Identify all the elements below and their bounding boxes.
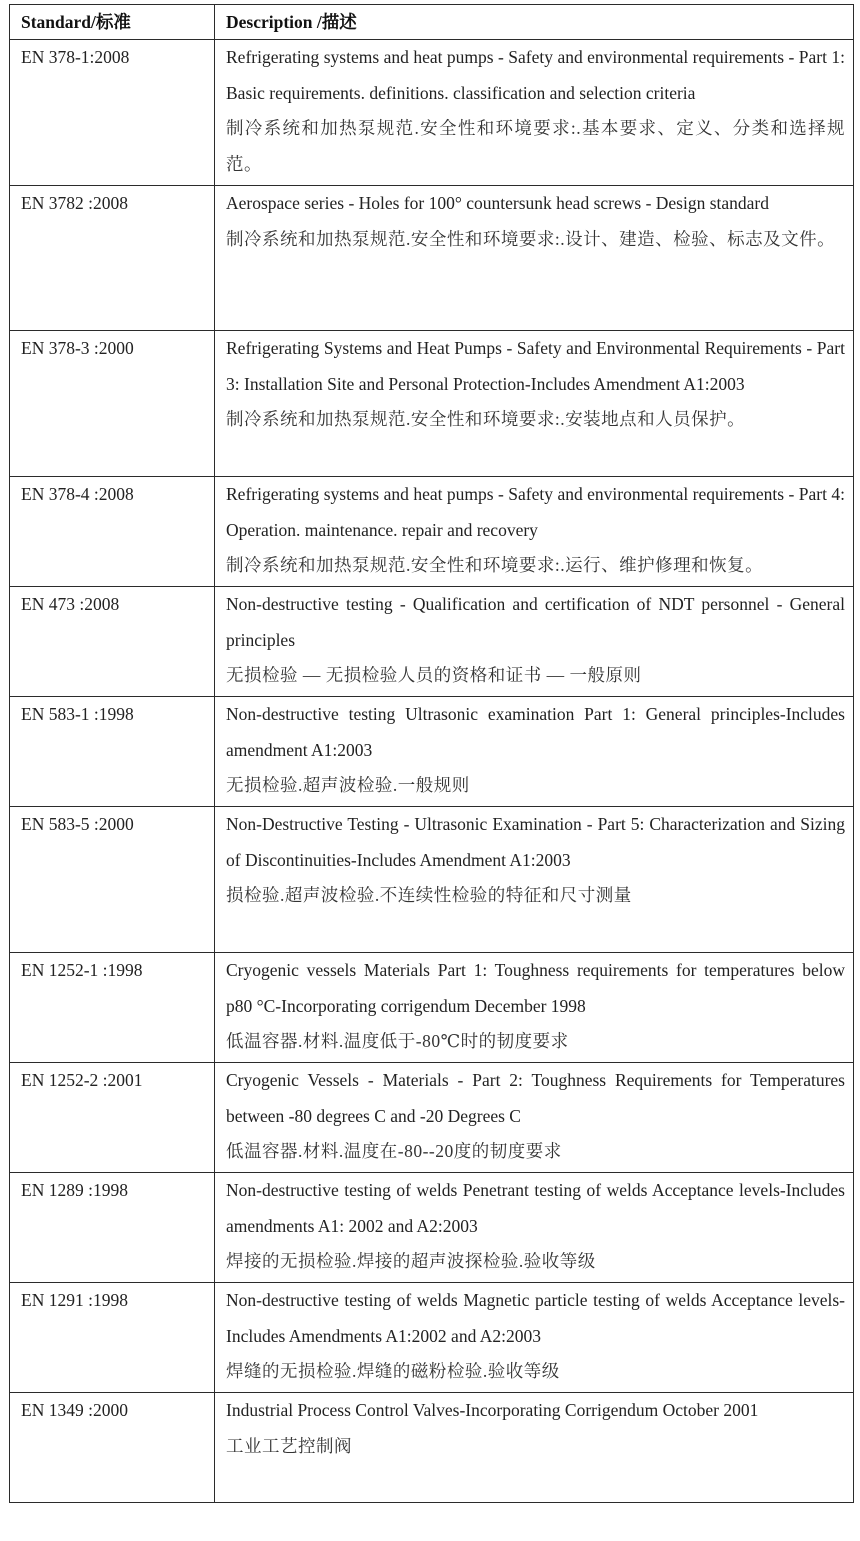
description-cell [215,331,854,477]
standard-code-cell [10,697,215,807]
column-header-standard: Standard/标准 [10,5,215,40]
description-cell [215,1283,854,1393]
standard-code: EN 378-4 :2008 [21,484,134,504]
standard-code: EN 1291 :1998 [21,1290,128,1310]
description-cell [215,186,854,331]
description-cell [215,40,854,186]
standard-code: EN 1252-2 :2001 [21,1070,143,1090]
standard-code: EN 583-5 :2000 [21,814,134,834]
description-chinese: 低温容器.材料.温度低于-80℃时的韧度要求 [226,1031,569,1051]
description-cell [215,953,854,1063]
description-english: Cryogenic Vessels - Materials - Part 2: Toughness Requirements for Temperatures between -80 degrees C and -20 Degrees C [226,1070,845,1126]
standard-code: EN 3782 :2008 [21,193,128,213]
table-row [10,477,854,587]
description-chinese: 损检验.超声波检验.不连续性检验的特征和尺寸测量 [226,885,632,905]
description-english: Refrigerating Systems and Heat Pumps - Safety and Environmental Requirements - Part 3: Installation Site and Personal Protection-Includes Amendment A1:2003 [226,338,845,394]
description-cell [215,807,854,953]
table-row [10,697,854,807]
standard-code: EN 378-1:2008 [21,47,130,67]
description-chinese: 制冷系统和加热泵规范.安全性和环境要求:.基本要求、定义、分类和选择规范。 [226,118,845,174]
standard-code-cell [10,331,215,477]
standard-code: EN 473 :2008 [21,594,120,614]
description-chinese: 工业工艺控制阀 [226,1435,352,1456]
description-english: Industrial Process Control Valves-Incorporating Corrigendum October 2001 [226,1400,759,1420]
standard-code-cell [10,953,215,1063]
table-row [10,1393,854,1503]
description-english: Non-destructive testing of welds Penetrant testing of welds Acceptance levels-Includes amendments A1: 2002 and A2:2003 [226,1180,845,1236]
description-chinese: 制冷系统和加热泵规范.安全性和环境要求:.运行、维护修理和恢复。 [226,555,764,575]
description-chinese: 无损检验.超声波检验.一般规则 [226,775,470,795]
description-english: Non-Destructive Testing - Ultrasonic Examination - Part 5: Characterization and Sizing of Discontinuities-Includes Amendment A1:2003 [226,814,845,870]
standard-code-cell [10,587,215,697]
table-row [10,1063,854,1173]
description-chinese: 焊缝的无损检验.焊缝的磁粉检验.验收等级 [226,1361,560,1381]
description-cell [215,697,854,807]
column-header-description: Description /描述 [215,5,854,40]
description-chinese: 制冷系统和加热泵规范.安全性和环境要求:.安装地点和人员保护。 [226,409,746,429]
description-cell [215,1173,854,1283]
standard-code-cell [10,1173,215,1283]
table-row [10,807,854,953]
standard-code-cell [10,1393,215,1503]
description-english: Non-destructive testing Ultrasonic examination Part 1: General principles-Includes amendment A1:2003 [226,704,845,760]
description-cell [215,477,854,587]
standard-code-cell [10,1283,215,1393]
table-row [10,40,854,186]
description-english: Non-destructive testing - Qualification and certification of NDT personnel - General principles [226,594,845,650]
description-english: Cryogenic vessels Materials Part 1: Toughness requirements for temperatures below p80 °C-Incorporating corrigendum December 1998 [226,960,845,1016]
standard-code-cell [10,1063,215,1173]
table-row [10,331,854,477]
table-row [10,186,854,331]
standard-code-cell [10,186,215,331]
standard-code-cell [10,40,215,186]
description-english: Aerospace series - Holes for 100° countersunk head screws - Design standard [226,193,770,213]
standards-table [9,4,854,1503]
standard-code: EN 1289 :1998 [21,1180,128,1200]
description-english: Non-destructive testing of welds Magnetic particle testing of welds Acceptance levels-Includes Amendments A1:2002 and A2:2003 [226,1290,845,1346]
description-chinese: 制冷系统和加热泵规范.安全性和环境要求:.设计、建造、检验、标志及文件。 [226,228,836,249]
table-row [10,953,854,1063]
description-chinese: 低温容器.材料.温度在-80--20度的韧度要求 [226,1141,562,1161]
table-row [10,1173,854,1283]
table-row [10,587,854,697]
standard-code: EN 583-1 :1998 [21,704,134,724]
standard-code: EN 1349 :2000 [21,1400,128,1420]
description-cell [215,1393,854,1503]
description-chinese: 焊接的无损检验.焊接的超声波探检验.验收等级 [226,1251,596,1271]
description-english: Refrigerating systems and heat pumps - Safety and environmental requirements - Part 1: Basic requirements. definitions. classification and selection criteria [226,47,845,103]
standard-code-cell [10,477,215,587]
standard-code: EN 378-3 :2000 [21,338,134,358]
table-row [10,1283,854,1393]
table-header-row [10,5,854,40]
description-cell [215,1063,854,1173]
description-english: Refrigerating systems and heat pumps - Safety and environmental requirements - Part 4: Operation. maintenance. repair and recovery [226,484,845,540]
standard-code: EN 1252-1 :1998 [21,960,143,980]
standard-code-cell [10,807,215,953]
description-cell [215,587,854,697]
description-chinese: 无损检验 — 无损检验人员的资格和证书 — 一般原则 [226,665,642,685]
